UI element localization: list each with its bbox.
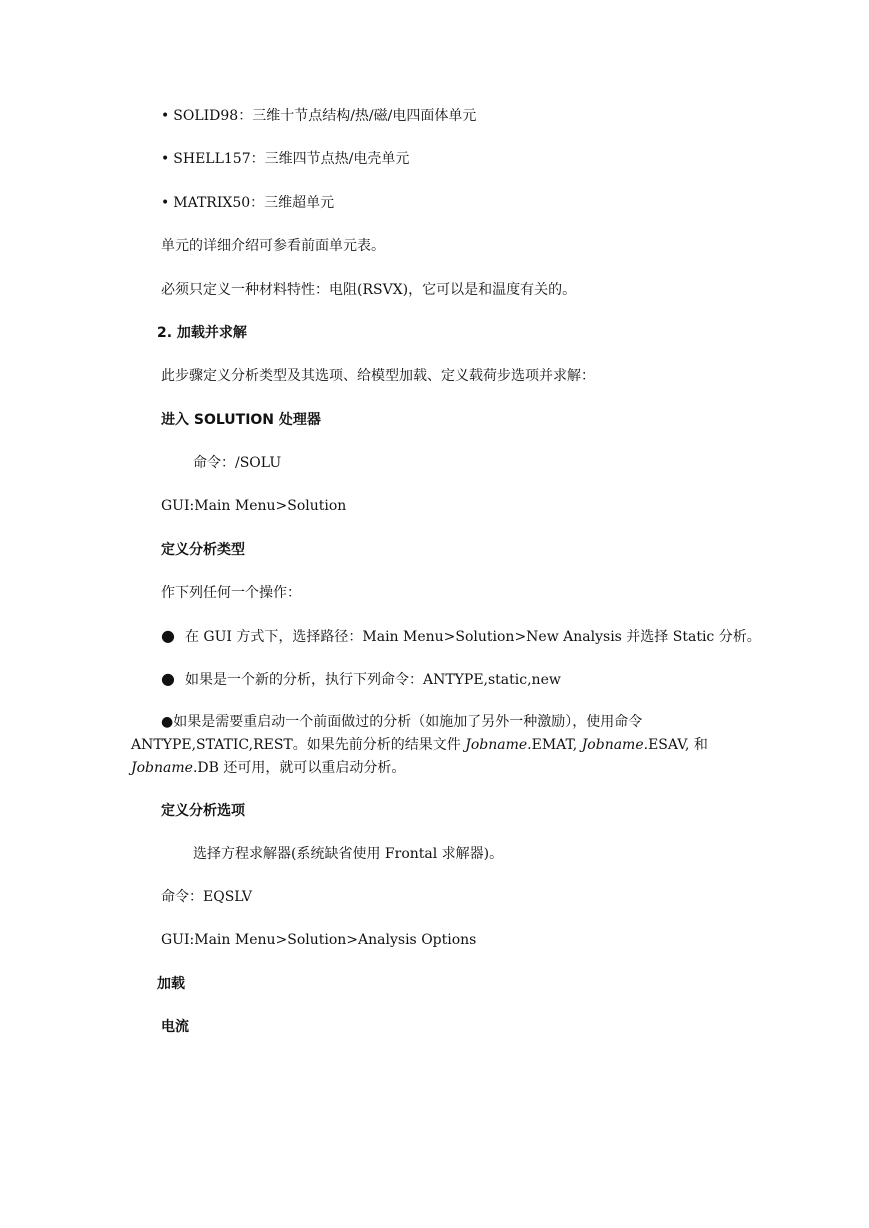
gui-path-analysis-options: GUI:Main Menu>Solution>Analysis Options: [161, 932, 477, 948]
subheading-enter-solution: 进入 SOLUTION 处理器: [161, 412, 321, 428]
subheading-load: 加载: [157, 976, 185, 992]
paragraph-solver-choice: 选择方程求解器(系统缺省使用 Frontal 求解器)。: [193, 846, 504, 862]
bullet-restart-line2: [131, 735, 708, 755]
jobname-italic: Jobname: [465, 737, 528, 753]
element-list-item-matrix50: [161, 193, 334, 213]
emat-extension: .EMAT,: [527, 737, 582, 753]
subheading-analysis-type: 定义分析类型: [161, 542, 245, 558]
command-eqslv: 命令：EQSLV: [161, 889, 253, 905]
element-list-item-shell157: [161, 149, 409, 169]
paragraph-element-reference: 单元的详细介绍可参看前面单元表。: [161, 238, 385, 254]
bullet-marker: ●: [161, 626, 175, 645]
element-description: MATRIX50：三维超单元: [173, 195, 335, 211]
paragraph-choose-operation: 作下列任何一个操作：: [161, 585, 301, 601]
db-restart-text: .DB 还可用，就可以重启动分析。: [192, 760, 406, 776]
paragraph-step-description: 此步骤定义分析类型及其选项、给模型加载、定义载荷步选项并求解：: [161, 368, 595, 384]
subheading-current: 电流: [161, 1019, 189, 1035]
jobname-italic: Jobname: [131, 760, 193, 776]
bullet-restart-line1: ●如果是需要重启动一个前面做过的分析（如施加了另外一种激励），使用命令: [161, 714, 643, 730]
subheading-analysis-options: 定义分析选项: [161, 803, 245, 819]
bullet-new-analysis: [161, 669, 561, 690]
element-list-item-solid98: [161, 106, 476, 126]
bullet-marker: •: [161, 108, 170, 124]
bullet-marker: •: [161, 195, 170, 211]
element-description: SHELL157：三维四节点热/电壳单元: [173, 151, 410, 167]
paragraph-material-property: 必须只定义一种材料特性：电阻(RSVX)，它可以是和温度有关的。: [161, 282, 577, 298]
bullet-gui-mode: [161, 626, 761, 647]
element-description: SOLID98：三维十节点结构/热/磁/电四面体单元: [173, 108, 477, 124]
command-solu: 命令：/SOLU: [193, 455, 282, 471]
bullet-marker: ●: [161, 669, 175, 688]
jobname-italic: Jobname: [581, 737, 644, 753]
esav-extension: .ESAV, 和: [643, 737, 708, 753]
bullet-restart-line3: [131, 758, 405, 778]
bullet-text: 在 GUI 方式下，选择路径：Main Menu>Solution>New Analysis 并选择 Static 分析。: [184, 629, 761, 645]
bullet-marker: •: [161, 151, 170, 167]
bullet-text: 如果是一个新的分析，执行下列命令：ANTYPE,static,new: [184, 672, 561, 688]
restart-command-text: ANTYPE,STATIC,REST。如果先前分析的结果文件: [131, 737, 466, 753]
gui-path-solution: GUI:Main Menu>Solution: [161, 498, 347, 514]
section-heading-load-solve: 2. 加载并求解: [157, 325, 247, 341]
